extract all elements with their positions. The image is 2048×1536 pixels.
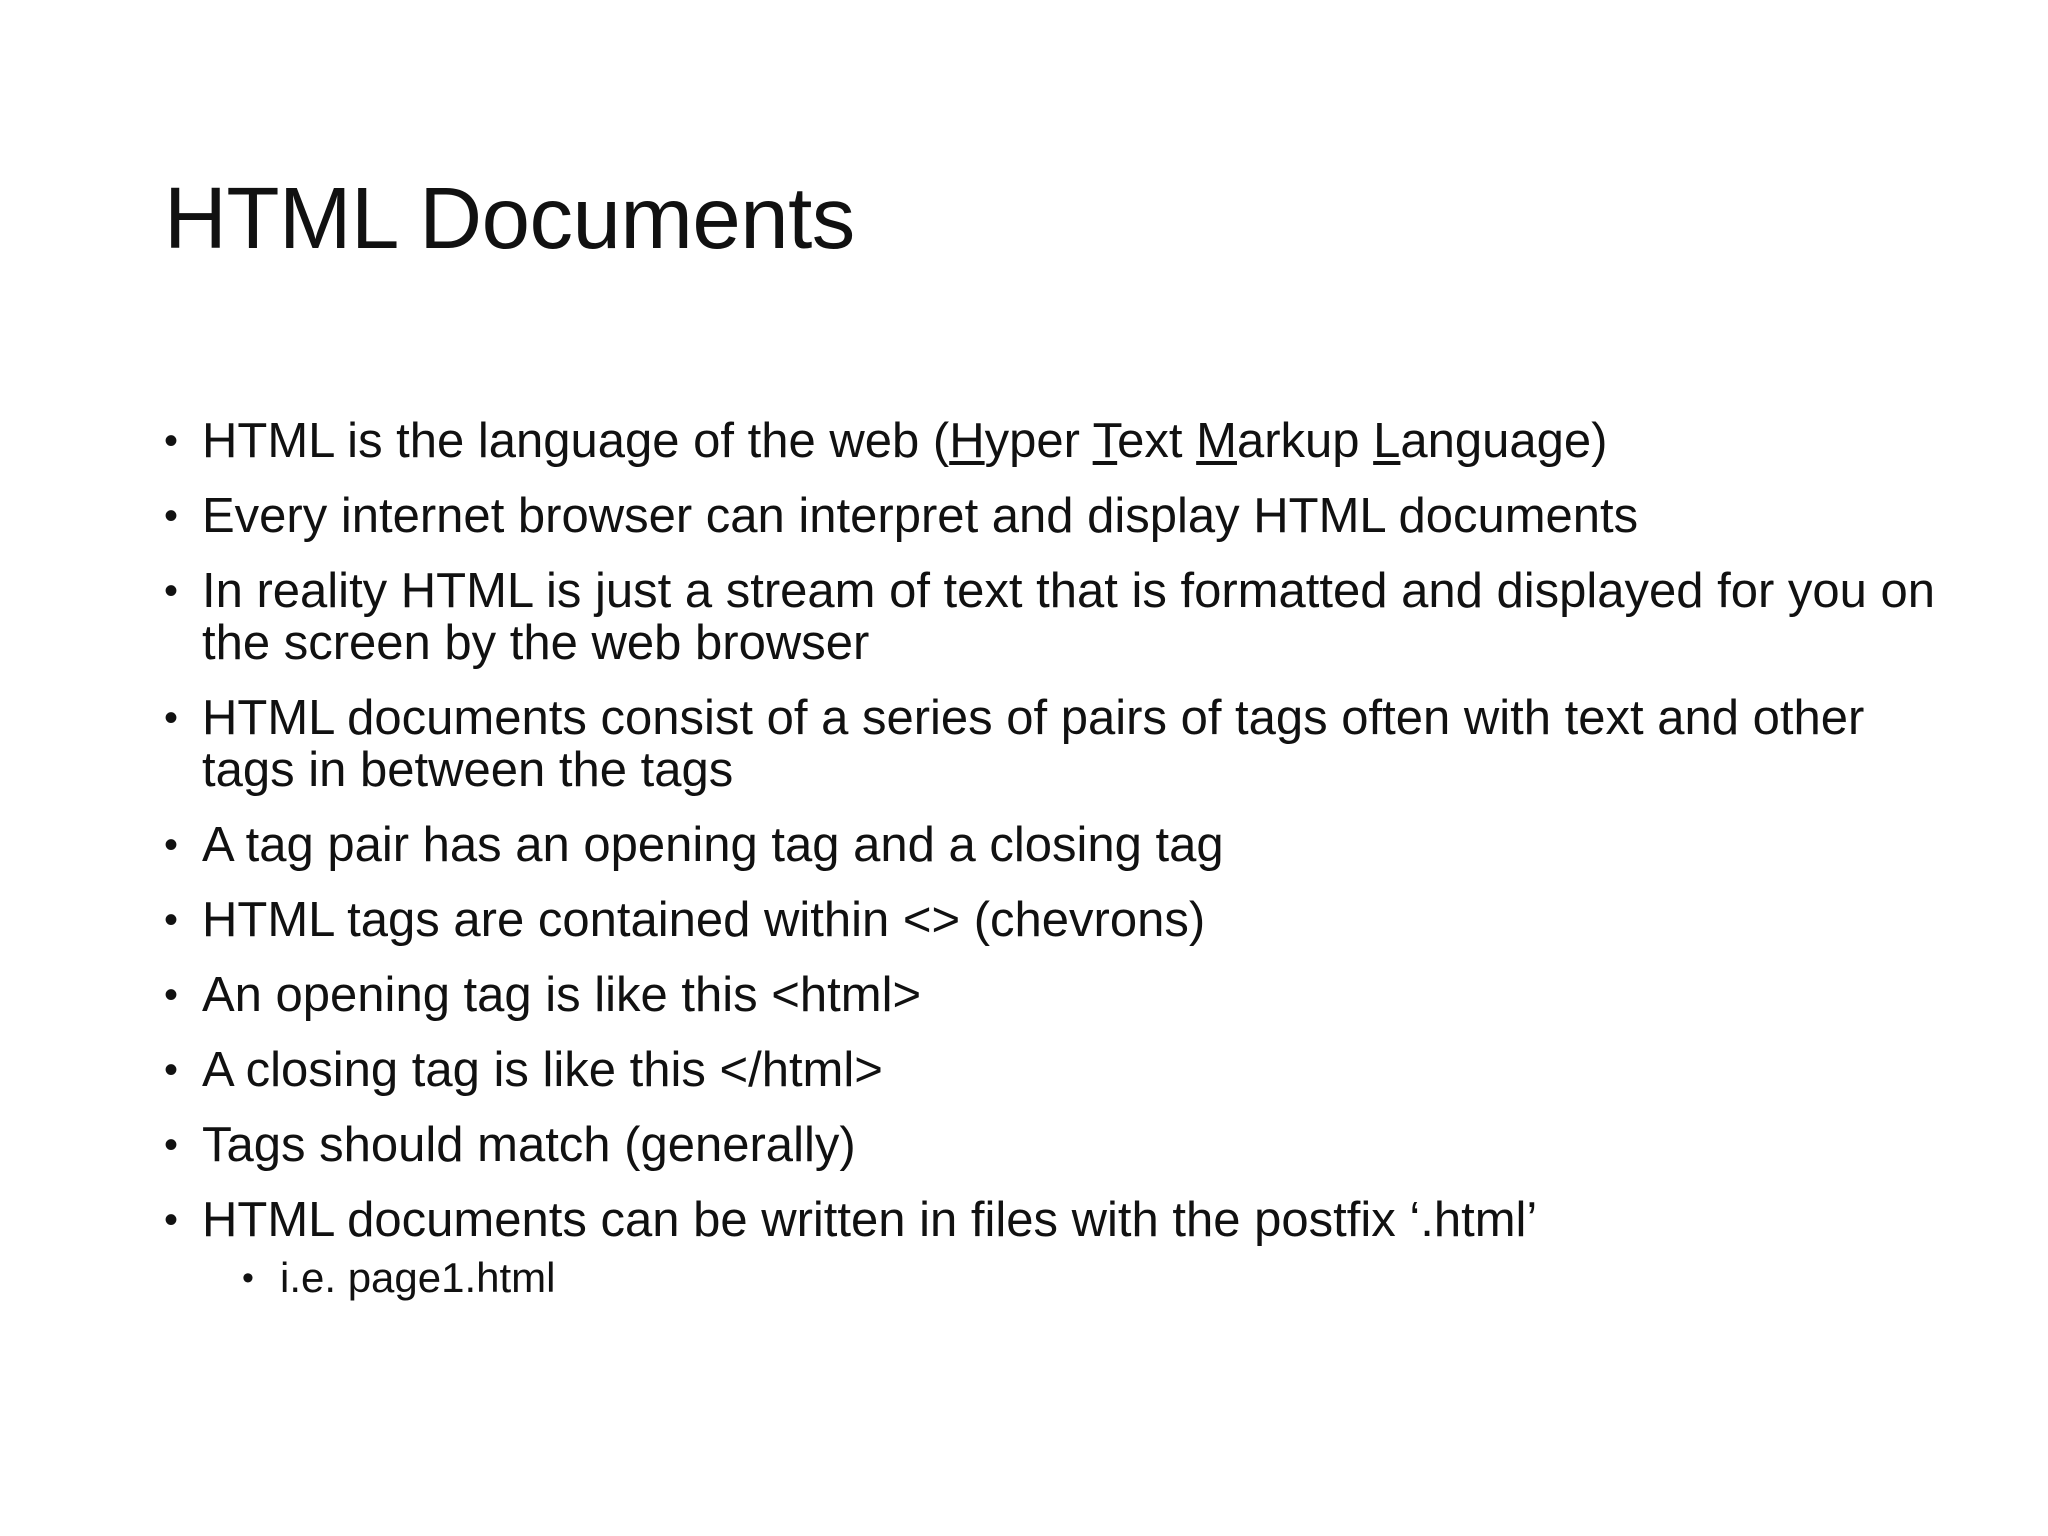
- bullet-text: A tag pair has an opening tag and a closing tag: [202, 818, 1224, 872]
- bullet-item: [164, 894, 1944, 946]
- bullet-text: Tags should match (generally): [202, 1118, 856, 1172]
- underlined-letter: H: [949, 414, 985, 468]
- text-run: arkup: [1236, 414, 1374, 468]
- bullet-text: In reality HTML is just a stream of text that is formatted and displayed for you on the screen by the web browser: [202, 564, 1936, 670]
- bullet-item: [164, 1119, 1944, 1171]
- bullet-dot-icon: •: [164, 696, 179, 740]
- sub-bullet-text: i.e. page1.html: [280, 1254, 556, 1301]
- underlined-letter: T: [1092, 414, 1118, 468]
- bullet-item: [164, 490, 1944, 542]
- bullet-dot-icon: •: [164, 823, 179, 867]
- bullet-list: [164, 415, 1944, 1325]
- bullet-text: Every internet browser can interpret and display HTML documents: [202, 489, 1639, 543]
- underlined-letter: M: [1196, 414, 1237, 468]
- bullet-item: [164, 1194, 1944, 1302]
- bullet-dot-icon: •: [164, 973, 179, 1017]
- underlined-letter: L: [1373, 414, 1401, 468]
- bullet-item: [164, 1044, 1944, 1096]
- text-run: ext: [1117, 414, 1197, 468]
- bullet-dot-icon: •: [164, 1198, 179, 1242]
- bullet-dot-icon: •: [164, 898, 179, 942]
- bullet-dot-icon: •: [164, 1123, 179, 1167]
- bullet-dot-icon: •: [164, 494, 179, 538]
- bullet-text: HTML documents can be written in files with the postfix ‘.html’: [202, 1193, 1538, 1247]
- bullet-item: [164, 565, 1944, 669]
- bullet-dot-icon: •: [164, 419, 179, 463]
- text-run: anguage): [1400, 414, 1608, 468]
- bullet-item: [164, 692, 1944, 796]
- bullet-item: [164, 415, 1944, 467]
- bullet-dot-icon: •: [164, 569, 179, 613]
- text-run: yper: [984, 414, 1093, 468]
- bullet-item: [164, 819, 1944, 871]
- text-run: HTML is the language of the web (: [202, 414, 950, 468]
- bullet-text: An opening tag is like this <html>: [202, 968, 922, 1022]
- sub-bullet-item: [242, 1254, 1944, 1302]
- bullet-text: HTML tags are contained within <> (chevrons): [202, 893, 1206, 947]
- bullet-item: [164, 969, 1944, 1021]
- bullet-dot-icon: •: [164, 1048, 179, 1092]
- slide-title: HTML Documents: [164, 170, 855, 267]
- sub-bullet-list: [242, 1254, 1944, 1302]
- bullet-text: [202, 414, 1608, 468]
- bullet-text: HTML documents consist of a series of pairs of tags often with text and other tags in between the tags: [202, 691, 1865, 797]
- bullet-dot-icon: •: [242, 1259, 254, 1297]
- bullet-text: A closing tag is like this </html>: [202, 1043, 883, 1097]
